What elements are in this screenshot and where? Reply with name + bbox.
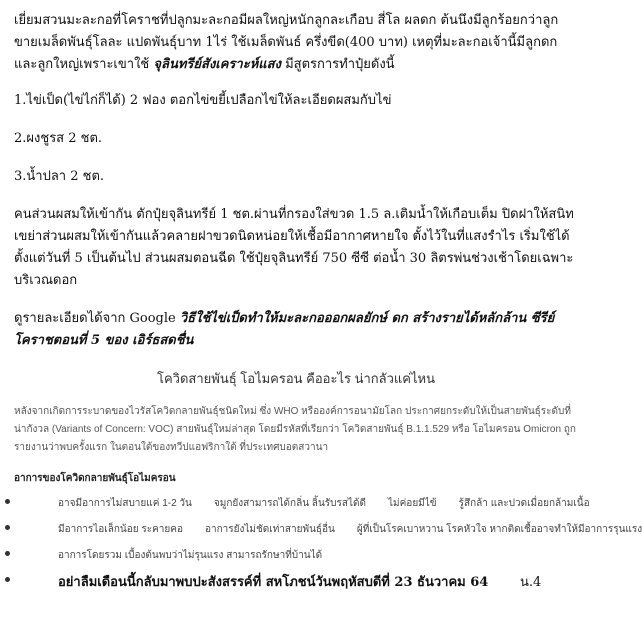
symptom-cell: รู้สึกล้า และปวดเมื่อยกล้ามเนื้อ xyxy=(458,497,590,509)
symptom-cell: อาการยังไม่ชัดเท่าสายพันธุ์อื่น xyxy=(204,523,335,535)
symptom-row xyxy=(14,490,590,516)
bullet-icon xyxy=(5,577,10,582)
more-info-emphasis: วิธีใช้ไข่เป็ดทำให้มะละกอออกผลยักษ์ ดก สร้างรายได้หลักล้าน ซีรีย์โคราชตอนที่ 5 ของ เอิร์ธสดชื่น xyxy=(14,311,555,348)
intro-paragraph xyxy=(14,10,578,76)
footer-row xyxy=(14,568,578,594)
symptoms-list xyxy=(14,490,642,594)
symptoms-heading: อาการของโควิดกลายพันธุ์โอไมครอน xyxy=(14,473,176,484)
footer-text: อย่าลืมเดือนนี้กลับมาพบปะสังสรรค์ที่ สหโภชน์วันพฤหัสบดีที่ 23 ธันวาคม 64 xyxy=(58,574,489,590)
bullet-icon xyxy=(5,551,10,556)
bullet-icon xyxy=(5,499,10,504)
symptom-row xyxy=(14,542,578,568)
bullet-icon xyxy=(5,525,10,530)
symptom-cell: มีอาการไอเล็กน้อย ระคายคอ xyxy=(58,523,183,535)
symptom-row xyxy=(14,516,642,542)
intro-text: เยี่ยมสวนมะละกอที่โคราชที่ปลูกมะละกอมีผลใหญ่หนักลูกละเกือบ สี่โล ผลดก ต้นนึงมีลูกร้อยกว่าลูก ขายเมล็ดพันธุ์โลละ แปดพันธุ์บาท 1ไร่ ใช้เมล็ดพันธ์ ครึ่งขีด(400 บาท) เหตุที่มะละกอเจ้านี้มีลูกดกและลูกใหญ่เพราะเขาใช้ xyxy=(14,13,559,72)
symptom-cell: อาจมีอาการไม่สบายแค่ 1-2 วัน xyxy=(58,497,192,509)
symptom-cell: ผู้ที่เป็นโรคเบาหวาน โรคหัวใจ หากติดเชื้ออาจทำให้มีอาการรุนแรง xyxy=(356,523,642,535)
intro-text-after: มีสูตรการทำปุ๋ยดังนี้ xyxy=(280,57,395,72)
page-number: น.4 xyxy=(520,574,542,590)
symptom-cell: ไม่ค่อยมีไข้ xyxy=(388,497,437,509)
article-body: หลังจากเกิดการระบาดของไวรัสโควิดกลายพันธุ์ชนิดใหม่ ซึ่ง WHO หรือองค์การอนามัยโลก ประกาศยกระดับให้เป็นสายพันธุ์ระดับที่น่ากังวล (Variants of Concern: VOC) สายพันธุ์ใหม่ล่าสุด โดยมีรหัสที่เรียกว่า โควิดสายพันธุ์ B.1.1.529 หรือ โอไมครอน Omicron ถูกรายงานว่าพบครั้งแรก ในตอนใต้ของทวีปแอฟริกาใต้ ที่ประเทศบอตสวานา xyxy=(14,406,576,453)
more-info-paragraph xyxy=(14,308,578,352)
method-paragraph: คนส่วนผสมให้เข้ากัน ตักปุ๋ยจุลินทรีย์ 1 ชต.ผ่านที่กรองใส่ขวด 1.5 ล.เติมน้ำให้เกือบเต็ม ปิดฝาให้สนิท เขย่าส่วนผสมให้เข้ากันแล้วคลายฝาขวดนิดหน่อยให้เชื้อมีอากาศหายใจ ตั้งไว้ในที่แสงรำไร เริ่มใช้ได้ตั้งแต่วันที่ 5 เป็นต้นไป ส่วนผสมตอนฉีด ใช้ปุ๋ยจุลินทรีย์ 750 ซีซี ต่อน้ำ 30 ลิตรพ่นช่วงเช้าโดยเฉพาะบริเวณดอก xyxy=(14,207,574,288)
recipe-item-2: 2.ผงชูรส 2 ชต. xyxy=(14,131,103,146)
symptom-cell: อาการโดยรวม เบื้องต้นพบว่าไม่รุนแรง สามารถรักษาที่บ้านได้ xyxy=(58,549,323,561)
more-info-text: ดูรายละเอียดได้จาก Google xyxy=(14,311,180,326)
intro-emphasis: จุลินทรีย์สังเคราะห์แสง xyxy=(153,57,281,72)
recipe-item-1: 1.ไข่เป็ด(ไข่ไก่ก็ได้) 2 ฟอง ตอกไข่ขยี้เปลือกไข่ให้ละเอียดผสมกับไข่ xyxy=(14,93,392,108)
recipe-item-3: 3.น้ำปลา 2 ชต. xyxy=(14,169,105,184)
article-title: โควิดสายพันธุ์ โอไมครอน คืออะไร น่ากลัวแค่ไหน xyxy=(157,371,435,386)
symptom-cell: จมูกยังสามารถได้กลิ่น ลิ้นรับรสได้ดี xyxy=(213,497,366,509)
